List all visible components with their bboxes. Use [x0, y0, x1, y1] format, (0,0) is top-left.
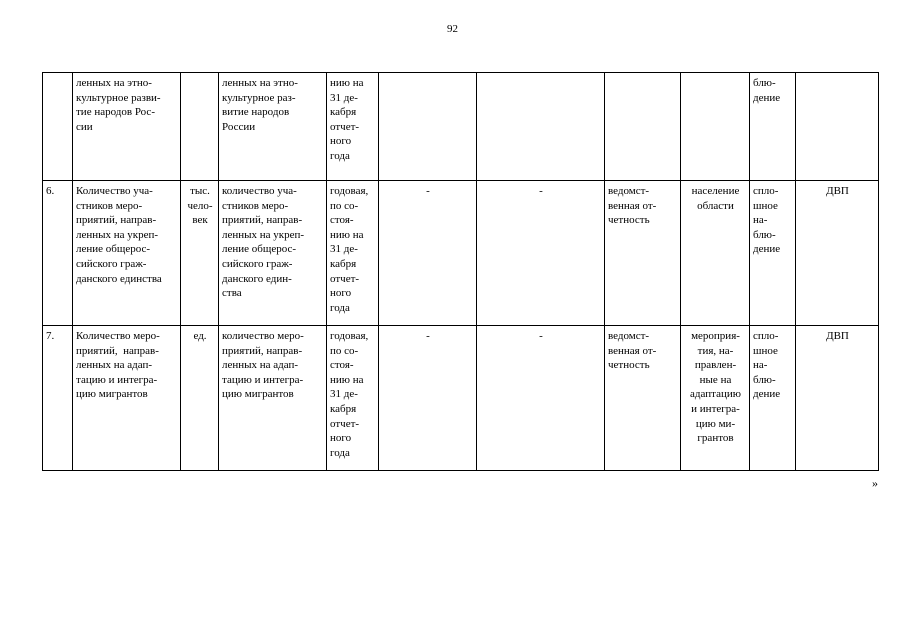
cell-data-source: [605, 73, 681, 181]
cell-number: 7.: [43, 326, 73, 471]
cell-unit: тыс. чело- век: [181, 181, 219, 326]
cell-periodicity: годовая, по со- стоя- нию на 31 де- кабря отчет- ного года: [327, 181, 379, 326]
table-row-7: [43, 326, 879, 471]
cell-collection-method: сплo- шное на- блю- дение: [750, 326, 796, 471]
indicators-table: [42, 72, 879, 471]
cell-population: [681, 73, 750, 181]
cell-data-source: ведомст- венная от- четность: [605, 181, 681, 326]
cell-column-6: -: [379, 181, 477, 326]
cell-indicator-name: Количество меро- приятий, направ- ленных на адап- тацию и интегра- цию мигрантов: [73, 326, 181, 471]
cell-population: мероприя- тия, на- правлен- ные на адаптацию и интегра- цию ми- грантов: [681, 326, 750, 471]
cell-column-7: -: [477, 181, 605, 326]
cell-definition: количество уча- стников меро- приятий, направ- ленных на укреп- ление общерос- сийского граж- данского един- ства: [219, 181, 327, 326]
cell-responsible: ДВП: [796, 181, 879, 326]
cell-unit: ед.: [181, 326, 219, 471]
cell-column-6: [379, 73, 477, 181]
cell-definition: количество меро- приятий, направ- ленных на адап- тацию и интегра- цию мигрантов: [219, 326, 327, 471]
page-number: 92: [447, 23, 458, 35]
cell-indicator-name: Количество уча- стников меро- приятий, направ- ленных на укреп- ление общерос- сийского граж- данского единства: [73, 181, 181, 326]
cell-column-7: -: [477, 326, 605, 471]
cell-responsible: ДВП: [796, 326, 879, 471]
table-row-6: [43, 181, 879, 326]
cell-data-source: ведомст- венная от- четность: [605, 326, 681, 471]
cell-population: население области: [681, 181, 750, 326]
cell-collection-method: блю- дение: [750, 73, 796, 181]
cell-definition: ленных на этно- культурное раз- витие народов России: [219, 73, 327, 181]
cell-periodicity: годовая, по со- стоя- нию на 31 де- кабря отчет- ного года: [327, 326, 379, 471]
cell-unit: [181, 73, 219, 181]
cell-periodicity: нию на 31 де- кабря отчет- ного года: [327, 73, 379, 181]
cell-column-7: [477, 73, 605, 181]
cell-column-6: -: [379, 326, 477, 471]
table-row-continuation: [43, 73, 879, 181]
cell-number: [43, 73, 73, 181]
closing-quote: »: [872, 476, 878, 490]
cell-indicator-name: ленных на этно- культурное разви- тие народов Рос- сии: [73, 73, 181, 181]
cell-responsible: [796, 73, 879, 181]
cell-collection-method: сплo- шное на- блю- дение: [750, 181, 796, 326]
cell-number: 6.: [43, 181, 73, 326]
